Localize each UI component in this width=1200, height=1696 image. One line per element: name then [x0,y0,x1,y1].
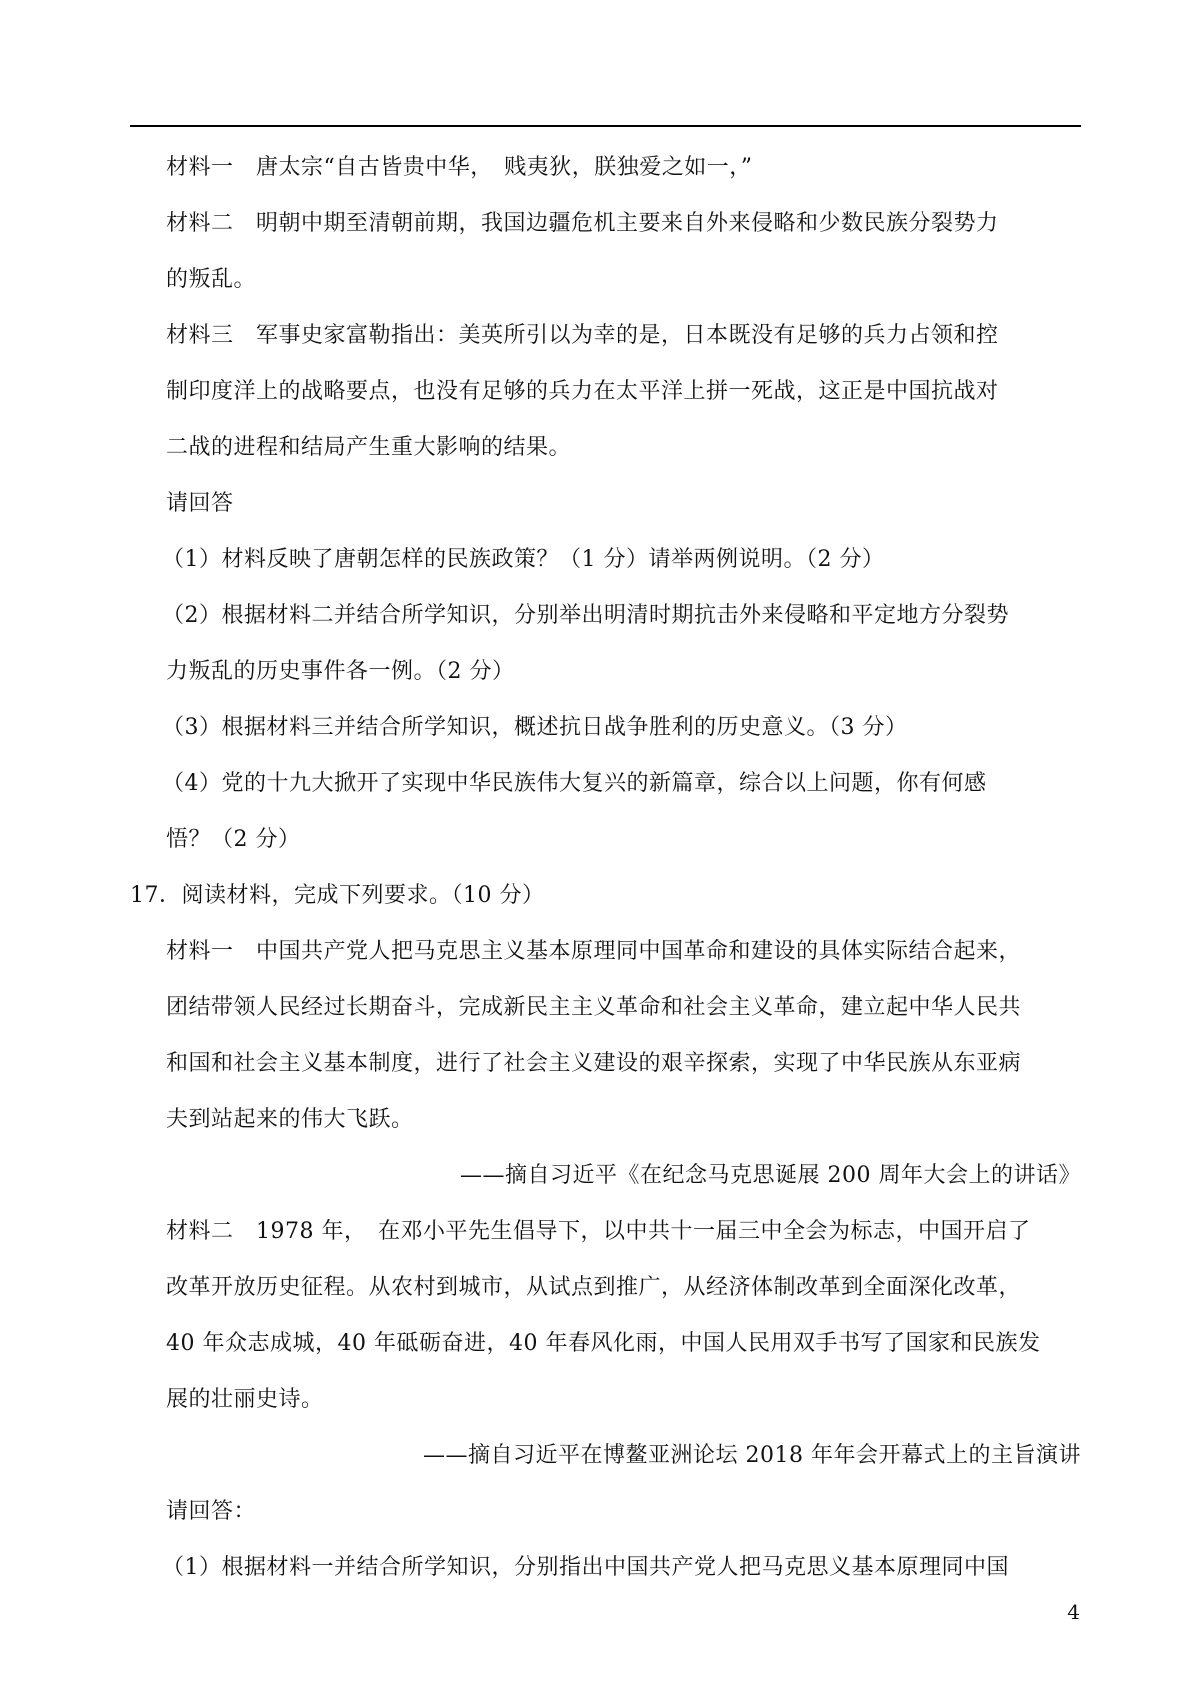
header-rule [130,125,1081,127]
question-4: （4）党的十九大掀开了实现中华民族伟大复兴的新篇章，综合以上问题，你有何感 [162,771,987,796]
material-3-continuation: 二战的进程和结局产生重大影响的结果。 [166,435,572,460]
material-1-line: 材料一 唐太宗“自古皆贵中华， 贱夷狄，朕独爱之如一，” [166,155,753,180]
question-17-heading: 17．阅读材料，完成下列要求。（10 分） [130,883,545,908]
question-prompt: 请回答 [166,491,234,516]
question-2-continuation: 力叛乱的历史事件各一例。（2 分） [166,659,515,684]
q17-question-prompt: 请回答： [166,1499,257,1524]
q17-material-2-line: 材料二 1978 年， 在邓小平先生倡导下，以中共十一届三中全会为标志，中国开启了 [166,1219,1031,1244]
material-3-line: 材料三 军事史家富勒指出：美英所引以为幸的是，日本既没有足够的兵力占领和控 [166,323,999,348]
q17-material-2-continuation: 40 年众志成城，40 年砥砺奋进，40 年春风化雨，中国人民用双手书写了国家和民族发 [166,1331,1041,1356]
q17-question-1: （1）根据材料一并结合所学知识，分别指出中国共产党人把马克思义基本原理同中国 [162,1555,1009,1580]
q17-material-1-line: 材料一 中国共产党人把马克思主义基本原理同中国革命和建设的具体实际结合起来， [166,939,1022,964]
q17-material-2-continuation: 改革开放历史征程。从农村到城市，从试点到推广，从经济体制改革到全面深化改革， [166,1275,1022,1300]
q17-material-1-continuation: 团结带领人民经过长期奋斗，完成新民主主义革命和社会主义革命，建立起中华人民共 [166,995,1022,1020]
q17-material-1-source: ——摘自习近平《在纪念马克思诞展 200 周年大会上的讲话》 [460,1163,1081,1188]
q17-material-1-continuation: 和国和社会主义基本制度，进行了社会主义建设的艰辛探索，实现了中华民族从东亚病 [166,1051,1022,1076]
question-1: （1）材料反映了唐朝怎样的民族政策？（1 分）请举两例说明。（2 分） [162,547,885,572]
page-number: 4 [1067,1600,1080,1624]
q17-material-1-continuation: 夫到站起来的伟大飞跃。 [166,1107,414,1132]
question-3: （3）根据材料三并结合所学知识，概述抗日战争胜利的历史意义。（3 分） [162,715,908,740]
q17-material-2-continuation: 展的壮丽史诗。 [166,1387,324,1412]
q17-material-2-source: ——摘自习近平在博鳌亚洲论坛 2018 年年会开幕式上的主旨演讲 [423,1443,1081,1468]
material-2-continuation: 的叛乱。 [166,267,257,292]
material-3-continuation: 制印度洋上的战略要点，也没有足够的兵力在太平洋上拼一死战，这正是中国抗战对 [166,379,999,404]
document-body [130,140,1081,1596]
question-4-continuation: 悟？（2 分） [166,827,301,852]
question-2: （2）根据材料二并结合所学知识，分别举出明清时期抗击外来侵略和平定地方分裂势 [162,603,1009,628]
material-2-line: 材料二 明朝中期至清朝前期，我国边疆危机主要来自外来侵略和少数民族分裂势力 [166,211,999,236]
